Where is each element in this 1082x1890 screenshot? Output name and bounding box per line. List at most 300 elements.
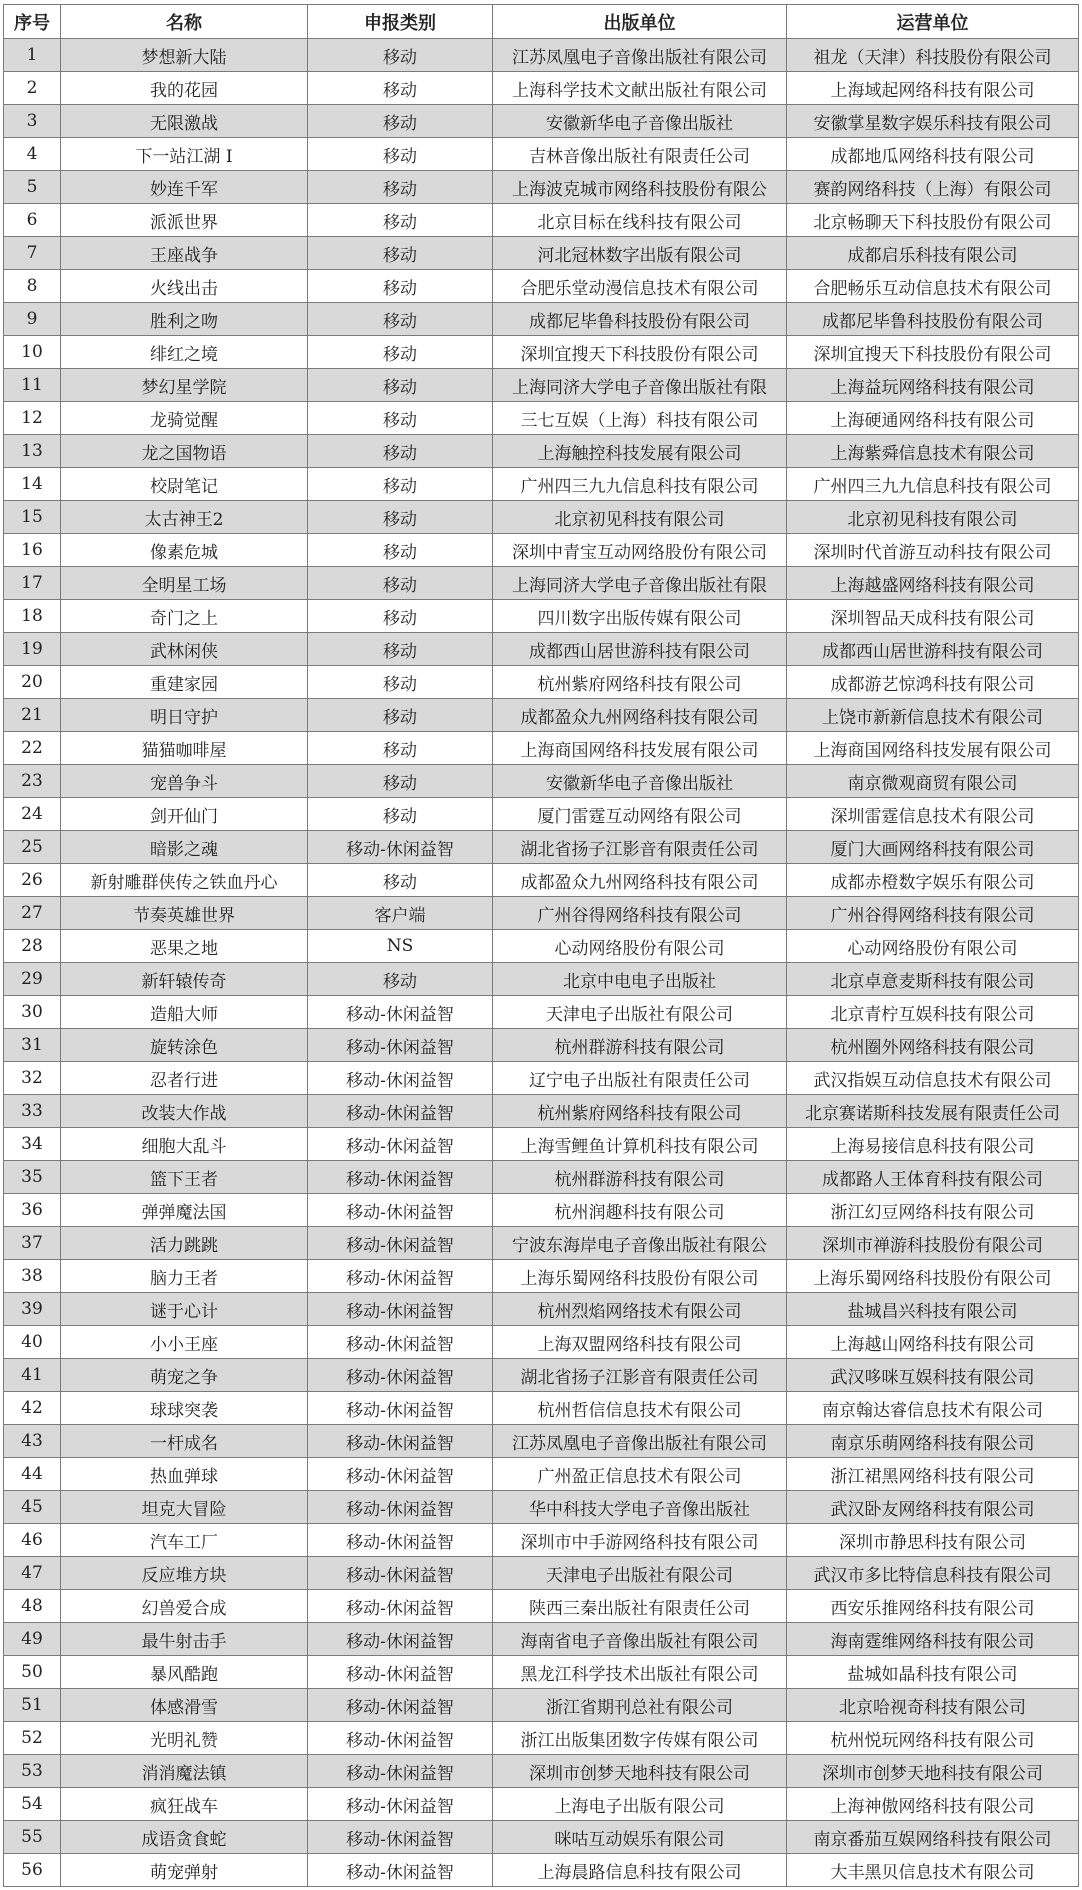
cell-publisher: 上海乐蜀网络科技股份有限公司: [493, 1260, 787, 1293]
cell-category: 移动: [308, 138, 493, 171]
table-row: [4, 1854, 1079, 1887]
table-row: [4, 72, 1079, 105]
cell-publisher: 深圳市创梦天地科技有限公司: [493, 1755, 787, 1788]
cell-operator: 上海易接信息科技有限公司: [787, 1128, 1079, 1161]
cell-index: 31: [4, 1029, 61, 1062]
cell-operator: 上海神傲网络科技有限公司: [787, 1788, 1079, 1821]
cell-name: 派派世界: [61, 204, 308, 237]
cell-name: 旋转涂色: [61, 1029, 308, 1062]
cell-name: 暗影之魂: [61, 831, 308, 864]
table-row: [4, 39, 1079, 72]
cell-operator: 西安乐推网络科技有限公司: [787, 1590, 1079, 1623]
cell-category: 移动-休闲益智: [308, 831, 493, 864]
cell-name: 像素危城: [61, 534, 308, 567]
cell-operator: 南京番茄互娱网络科技有限公司: [787, 1821, 1079, 1854]
cell-category: 移动-休闲益智: [308, 996, 493, 1029]
cell-name: 龙骑觉醒: [61, 402, 308, 435]
cell-name: 龙之国物语: [61, 435, 308, 468]
table-row: [4, 864, 1079, 897]
cell-publisher: 辽宁电子出版社有限责任公司: [493, 1062, 787, 1095]
cell-name: 新射雕群侠传之铁血丹心: [61, 864, 308, 897]
cell-category: 移动-休闲益智: [308, 1557, 493, 1590]
cell-publisher: 心动网络股份有限公司: [493, 930, 787, 963]
cell-category: 移动-休闲益智: [308, 1623, 493, 1656]
cell-publisher: 上海触控科技发展有限公司: [493, 435, 787, 468]
cell-index: 51: [4, 1689, 61, 1722]
cell-publisher: 深圳宜搜天下科技股份有限公司: [493, 336, 787, 369]
cell-category: 移动-休闲益智: [308, 1590, 493, 1623]
cell-name: 体感滑雪: [61, 1689, 308, 1722]
cell-operator: 盐城昌兴科技有限公司: [787, 1293, 1079, 1326]
cell-operator: 武汉市多比特信息科技有限公司: [787, 1557, 1079, 1590]
table-row: [4, 831, 1079, 864]
cell-operator: 成都游艺惊鸿科技有限公司: [787, 666, 1079, 699]
cell-publisher: 四川数字出版传媒有限公司: [493, 600, 787, 633]
cell-name: 暴风酷跑: [61, 1656, 308, 1689]
cell-operator: 北京哈视奇科技有限公司: [787, 1689, 1079, 1722]
cell-name: 脑力王者: [61, 1260, 308, 1293]
cell-name: 新轩辕传奇: [61, 963, 308, 996]
cell-operator: 北京初见科技有限公司: [787, 501, 1079, 534]
cell-name: 火线出击: [61, 270, 308, 303]
cell-publisher: 浙江出版集团数字传媒有限公司: [493, 1722, 787, 1755]
cell-index: 35: [4, 1161, 61, 1194]
cell-publisher: 河北冠林数字出版有限公司: [493, 237, 787, 270]
cell-index: 16: [4, 534, 61, 567]
cell-category: 移动: [308, 303, 493, 336]
cell-index: 54: [4, 1788, 61, 1821]
cell-index: 18: [4, 600, 61, 633]
table-row: [4, 1392, 1079, 1425]
cell-publisher: 深圳市中手游网络科技有限公司: [493, 1524, 787, 1557]
table-row: [4, 1359, 1079, 1392]
cell-operator: 盐城如晶科技有限公司: [787, 1656, 1079, 1689]
cell-name: 猫猫咖啡屋: [61, 732, 308, 765]
cell-operator: 海南霆维网络科技有限公司: [787, 1623, 1079, 1656]
cell-index: 12: [4, 402, 61, 435]
cell-category: 移动: [308, 534, 493, 567]
cell-category: 移动: [308, 237, 493, 270]
table-row: [4, 600, 1079, 633]
cell-publisher: 安徽新华电子音像出版社: [493, 105, 787, 138]
header-row: [4, 5, 1079, 39]
cell-operator: 上海越山网络科技有限公司: [787, 1326, 1079, 1359]
cell-name: 造船大师: [61, 996, 308, 1029]
cell-publisher: 广州盈正信息技术有限公司: [493, 1458, 787, 1491]
cell-category: 移动-休闲益智: [308, 1062, 493, 1095]
cell-operator: 浙江幻豆网络科技有限公司: [787, 1194, 1079, 1227]
cell-category: 移动: [308, 204, 493, 237]
cell-category: 移动-休闲益智: [308, 1029, 493, 1062]
cell-name: 武林闲侠: [61, 633, 308, 666]
table-row: [4, 1821, 1079, 1854]
cell-category: 移动-休闲益智: [308, 1359, 493, 1392]
cell-name: 幻兽爱合成: [61, 1590, 308, 1623]
cell-category: 移动-休闲益智: [308, 1722, 493, 1755]
cell-name: 球球突袭: [61, 1392, 308, 1425]
cell-operator: 上海乐蜀网络科技股份有限公司: [787, 1260, 1079, 1293]
cell-category: 移动: [308, 798, 493, 831]
cell-category: 移动-休闲益智: [308, 1689, 493, 1722]
cell-index: 52: [4, 1722, 61, 1755]
cell-category: 移动: [308, 732, 493, 765]
cell-operator: 深圳时代首游互动科技有限公司: [787, 534, 1079, 567]
cell-publisher: 成都盈众九州网络科技有限公司: [493, 699, 787, 732]
cell-operator: 成都西山居世游科技有限公司: [787, 633, 1079, 666]
cell-category: 移动-休闲益智: [308, 1524, 493, 1557]
cell-index: 32: [4, 1062, 61, 1095]
cell-operator: 成都尼毕鲁科技股份有限公司: [787, 303, 1079, 336]
cell-category: 移动-休闲益智: [308, 1425, 493, 1458]
table-row: [4, 732, 1079, 765]
cell-index: 26: [4, 864, 61, 897]
table-row: [4, 1161, 1079, 1194]
cell-category: 移动-休闲益智: [308, 1227, 493, 1260]
cell-publisher: 浙江省期刊总社有限公司: [493, 1689, 787, 1722]
table-row: [4, 336, 1079, 369]
cell-name: 光明礼赞: [61, 1722, 308, 1755]
cell-name: 热血弹球: [61, 1458, 308, 1491]
cell-index: 13: [4, 435, 61, 468]
cell-index: 23: [4, 765, 61, 798]
table-row: [4, 1491, 1079, 1524]
cell-index: 29: [4, 963, 61, 996]
cell-operator: 武汉指娱互动信息技术有限公司: [787, 1062, 1079, 1095]
cell-operator: 广州四三九九信息科技有限公司: [787, 468, 1079, 501]
cell-publisher: 陕西三秦出版社有限责任公司: [493, 1590, 787, 1623]
cell-name: 萌宠弹射: [61, 1854, 308, 1887]
cell-index: 19: [4, 633, 61, 666]
cell-category: 移动: [308, 402, 493, 435]
cell-category: 移动-休闲益智: [308, 1161, 493, 1194]
cell-category: 移动: [308, 864, 493, 897]
cell-operator: 北京青柠互娱科技有限公司: [787, 996, 1079, 1029]
table-row: [4, 1062, 1079, 1095]
table-row: [4, 1293, 1079, 1326]
cell-name: 梦想新大陆: [61, 39, 308, 72]
cell-index: 36: [4, 1194, 61, 1227]
cell-operator: 深圳市创梦天地科技有限公司: [787, 1755, 1079, 1788]
cell-category: 移动: [308, 270, 493, 303]
cell-category: 移动-休闲益智: [308, 1755, 493, 1788]
cell-index: 28: [4, 930, 61, 963]
cell-name: 消消魔法镇: [61, 1755, 308, 1788]
table-row: [4, 237, 1079, 270]
table-row: [4, 204, 1079, 237]
table-row: [4, 435, 1079, 468]
table-row: [4, 963, 1079, 996]
cell-category: 移动: [308, 369, 493, 402]
cell-operator: 深圳市静思科技有限公司: [787, 1524, 1079, 1557]
cell-category: 移动: [308, 501, 493, 534]
cell-category: 移动: [308, 72, 493, 105]
table-row: [4, 897, 1079, 930]
cell-name: 全明星工场: [61, 567, 308, 600]
cell-category: 移动-休闲益智: [308, 1326, 493, 1359]
cell-publisher: 成都盈众九州网络科技有限公司: [493, 864, 787, 897]
cell-publisher: 北京中电电子出版社: [493, 963, 787, 996]
cell-publisher: 湖北省扬子江影音有限责任公司: [493, 1359, 787, 1392]
cell-name: 校尉笔记: [61, 468, 308, 501]
cell-publisher: 北京初见科技有限公司: [493, 501, 787, 534]
cell-name: 疯狂战车: [61, 1788, 308, 1821]
table-row: [4, 633, 1079, 666]
header-operator: 运营单位: [787, 5, 1079, 39]
cell-operator: 南京乐萌网络科技有限公司: [787, 1425, 1079, 1458]
cell-index: 22: [4, 732, 61, 765]
cell-publisher: 合肥乐堂动漫信息技术有限公司: [493, 270, 787, 303]
cell-name: 最牛射击手: [61, 1623, 308, 1656]
cell-name: 我的花园: [61, 72, 308, 105]
table-row: [4, 369, 1079, 402]
cell-index: 53: [4, 1755, 61, 1788]
header-category: 申报类别: [308, 5, 493, 39]
cell-name: 无限激战: [61, 105, 308, 138]
cell-index: 27: [4, 897, 61, 930]
table-row: [4, 1623, 1079, 1656]
cell-index: 30: [4, 996, 61, 1029]
table-row: [4, 1590, 1079, 1623]
cell-name: 一杆成名: [61, 1425, 308, 1458]
cell-category: 移动-休闲益智: [308, 1293, 493, 1326]
cell-operator: 合肥畅乐互动信息技术有限公司: [787, 270, 1079, 303]
cell-category: 移动: [308, 105, 493, 138]
cell-name: 剑开仙门: [61, 798, 308, 831]
cell-index: 47: [4, 1557, 61, 1590]
table-row: [4, 1029, 1079, 1062]
table-row: [4, 105, 1079, 138]
cell-index: 9: [4, 303, 61, 336]
cell-index: 40: [4, 1326, 61, 1359]
table-row: [4, 1656, 1079, 1689]
cell-index: 48: [4, 1590, 61, 1623]
cell-index: 14: [4, 468, 61, 501]
table-row: [4, 501, 1079, 534]
cell-operator: 南京微观商贸有限公司: [787, 765, 1079, 798]
cell-index: 25: [4, 831, 61, 864]
cell-publisher: 上海双盟网络科技有限公司: [493, 1326, 787, 1359]
table-row: [4, 1524, 1079, 1557]
cell-operator: 广州谷得网络科技有限公司: [787, 897, 1079, 930]
cell-index: 5: [4, 171, 61, 204]
table-row: [4, 567, 1079, 600]
cell-index: 20: [4, 666, 61, 699]
cell-operator: 武汉哆咪互娱科技有限公司: [787, 1359, 1079, 1392]
table-row: [4, 1326, 1079, 1359]
cell-publisher: 海南省电子音像出版社有限公司: [493, 1623, 787, 1656]
table-row: [4, 1689, 1079, 1722]
cell-operator: 祖龙（天津）科技股份有限公司: [787, 39, 1079, 72]
cell-operator: 赛韵网络科技（上海）有限公司: [787, 171, 1079, 204]
cell-name: 坦克大冒险: [61, 1491, 308, 1524]
cell-name: 谜于心计: [61, 1293, 308, 1326]
cell-index: 10: [4, 336, 61, 369]
cell-publisher: 上海同济大学电子音像出版社有限: [493, 369, 787, 402]
cell-index: 8: [4, 270, 61, 303]
cell-publisher: 深圳中青宝互动网络股份有限公司: [493, 534, 787, 567]
cell-publisher: 杭州群游科技有限公司: [493, 1161, 787, 1194]
cell-index: 24: [4, 798, 61, 831]
cell-operator: 大丰黑贝信息技术有限公司: [787, 1854, 1079, 1887]
cell-category: 移动-休闲益智: [308, 1821, 493, 1854]
cell-name: 成语贪食蛇: [61, 1821, 308, 1854]
header-index: 序号: [4, 5, 61, 39]
table-row: [4, 1260, 1079, 1293]
cell-publisher: 吉林音像出版社有限责任公司: [493, 138, 787, 171]
cell-publisher: 湖北省扬子江影音有限责任公司: [493, 831, 787, 864]
cell-operator: 厦门大画网络科技有限公司: [787, 831, 1079, 864]
cell-category: 移动-休闲益智: [308, 1491, 493, 1524]
cell-publisher: 广州四三九九信息科技有限公司: [493, 468, 787, 501]
cell-name: 萌宠之争: [61, 1359, 308, 1392]
cell-name: 篮下王者: [61, 1161, 308, 1194]
table-row: [4, 534, 1079, 567]
cell-index: 34: [4, 1128, 61, 1161]
table-row: [4, 1755, 1079, 1788]
cell-category: 移动: [308, 336, 493, 369]
cell-publisher: 杭州哲信信息技术有限公司: [493, 1392, 787, 1425]
cell-category: 移动: [308, 171, 493, 204]
table-row: [4, 798, 1079, 831]
cell-publisher: 上海电子出版有限公司: [493, 1788, 787, 1821]
table-row: [4, 765, 1079, 798]
cell-index: 1: [4, 39, 61, 72]
cell-operator: 武汉卧友网络科技有限公司: [787, 1491, 1079, 1524]
cell-name: 恶果之地: [61, 930, 308, 963]
cell-publisher: 江苏凤凰电子音像出版社有限公司: [493, 1425, 787, 1458]
cell-publisher: 杭州烈焰网络技术有限公司: [493, 1293, 787, 1326]
cell-name: 细胞大乱斗: [61, 1128, 308, 1161]
cell-category: 客户端: [308, 897, 493, 930]
cell-index: 3: [4, 105, 61, 138]
cell-name: 反应堆方块: [61, 1557, 308, 1590]
cell-name: 活力跳跳: [61, 1227, 308, 1260]
cell-index: 4: [4, 138, 61, 171]
cell-category: 移动-休闲益智: [308, 1788, 493, 1821]
table-row: [4, 930, 1079, 963]
table-row: [4, 699, 1079, 732]
cell-publisher: 成都尼毕鲁科技股份有限公司: [493, 303, 787, 336]
table-row: [4, 171, 1079, 204]
cell-publisher: 上海波克城市网络科技股份有限公: [493, 171, 787, 204]
cell-name: 奇门之上: [61, 600, 308, 633]
cell-category: 移动: [308, 633, 493, 666]
cell-operator: 上饶市新新信息技术有限公司: [787, 699, 1079, 732]
cell-operator: 南京翰达睿信息技术有限公司: [787, 1392, 1079, 1425]
cell-publisher: 上海晨路信息科技有限公司: [493, 1854, 787, 1887]
table-row: [4, 303, 1079, 336]
cell-category: 移动: [308, 963, 493, 996]
cell-index: 43: [4, 1425, 61, 1458]
cell-category: 移动-休闲益智: [308, 1128, 493, 1161]
cell-publisher: 三七互娱（上海）科技有限公司: [493, 402, 787, 435]
header-publisher: 出版单位: [493, 5, 787, 39]
cell-index: 55: [4, 1821, 61, 1854]
cell-index: 42: [4, 1392, 61, 1425]
cell-category: 移动: [308, 468, 493, 501]
table-row: [4, 996, 1079, 1029]
table-row: [4, 1095, 1079, 1128]
cell-operator: 深圳智品天成科技有限公司: [787, 600, 1079, 633]
cell-index: 37: [4, 1227, 61, 1260]
cell-index: 38: [4, 1260, 61, 1293]
cell-operator: 上海硬通网络科技有限公司: [787, 402, 1079, 435]
cell-publisher: 上海科学技术文献出版社有限公司: [493, 72, 787, 105]
table-row: [4, 1788, 1079, 1821]
cell-index: 49: [4, 1623, 61, 1656]
cell-publisher: 上海雪鲤鱼计算机科技有限公司: [493, 1128, 787, 1161]
cell-operator: 上海紫舜信息技术有限公司: [787, 435, 1079, 468]
cell-operator: 成都地瓜网络科技有限公司: [787, 138, 1079, 171]
cell-publisher: 杭州紫府网络科技有限公司: [493, 1095, 787, 1128]
cell-operator: 上海域起网络科技有限公司: [787, 72, 1079, 105]
table-body: [4, 39, 1079, 1887]
cell-publisher: 成都西山居世游科技有限公司: [493, 633, 787, 666]
cell-publisher: 天津电子出版社有限公司: [493, 996, 787, 1029]
cell-operator: 杭州悦玩网络科技有限公司: [787, 1722, 1079, 1755]
cell-category: 移动-休闲益智: [308, 1854, 493, 1887]
cell-publisher: 杭州润趣科技有限公司: [493, 1194, 787, 1227]
cell-name: 重建家园: [61, 666, 308, 699]
cell-operator: 深圳雷霆信息技术有限公司: [787, 798, 1079, 831]
cell-index: 7: [4, 237, 61, 270]
cell-category: 移动-休闲益智: [308, 1260, 493, 1293]
cell-name: 小小王座: [61, 1326, 308, 1359]
table-row: [4, 1194, 1079, 1227]
table-row: [4, 1722, 1079, 1755]
cell-category: 移动-休闲益智: [308, 1095, 493, 1128]
cell-index: 33: [4, 1095, 61, 1128]
cell-operator: 上海益玩网络科技有限公司: [787, 369, 1079, 402]
cell-publisher: 杭州群游科技有限公司: [493, 1029, 787, 1062]
cell-publisher: 上海同济大学电子音像出版社有限: [493, 567, 787, 600]
cell-operator: 深圳市禅游科技股份有限公司: [787, 1227, 1079, 1260]
table-row: [4, 1128, 1079, 1161]
cell-category: 移动-休闲益智: [308, 1656, 493, 1689]
cell-index: 45: [4, 1491, 61, 1524]
cell-publisher: 天津电子出版社有限公司: [493, 1557, 787, 1590]
cell-category: 移动: [308, 435, 493, 468]
cell-category: 移动: [308, 567, 493, 600]
cell-category: 移动-休闲益智: [308, 1392, 493, 1425]
cell-category: NS: [308, 930, 493, 963]
cell-publisher: 江苏凤凰电子音像出版社有限公司: [493, 39, 787, 72]
table-row: [4, 402, 1079, 435]
cell-index: 46: [4, 1524, 61, 1557]
cell-operator: 成都启乐科技有限公司: [787, 237, 1079, 270]
cell-operator: 成都路人王体育科技有限公司: [787, 1161, 1079, 1194]
cell-name: 梦幻星学院: [61, 369, 308, 402]
cell-name: 弹弹魔法国: [61, 1194, 308, 1227]
table-row: [4, 270, 1079, 303]
cell-operator: 浙江裙黑网络科技有限公司: [787, 1458, 1079, 1491]
cell-publisher: 宁波东海岸电子音像出版社有限公: [493, 1227, 787, 1260]
cell-name: 绯红之境: [61, 336, 308, 369]
cell-operator: 北京赛诺斯科技发展有限责任公司: [787, 1095, 1079, 1128]
table-row: [4, 1458, 1079, 1491]
cell-name: 忍者行进: [61, 1062, 308, 1095]
cell-publisher: 咪咕互动娱乐有限公司: [493, 1821, 787, 1854]
cell-publisher: 杭州紫府网络科技有限公司: [493, 666, 787, 699]
cell-index: 39: [4, 1293, 61, 1326]
cell-index: 41: [4, 1359, 61, 1392]
cell-name: 妙连千军: [61, 171, 308, 204]
cell-name: 下一站江湖 Ⅰ: [61, 138, 308, 171]
cell-name: 节奏英雄世界: [61, 897, 308, 930]
cell-category: 移动: [308, 699, 493, 732]
cell-name: 明日守护: [61, 699, 308, 732]
cell-operator: 成都赤橙数字娱乐有限公司: [787, 864, 1079, 897]
